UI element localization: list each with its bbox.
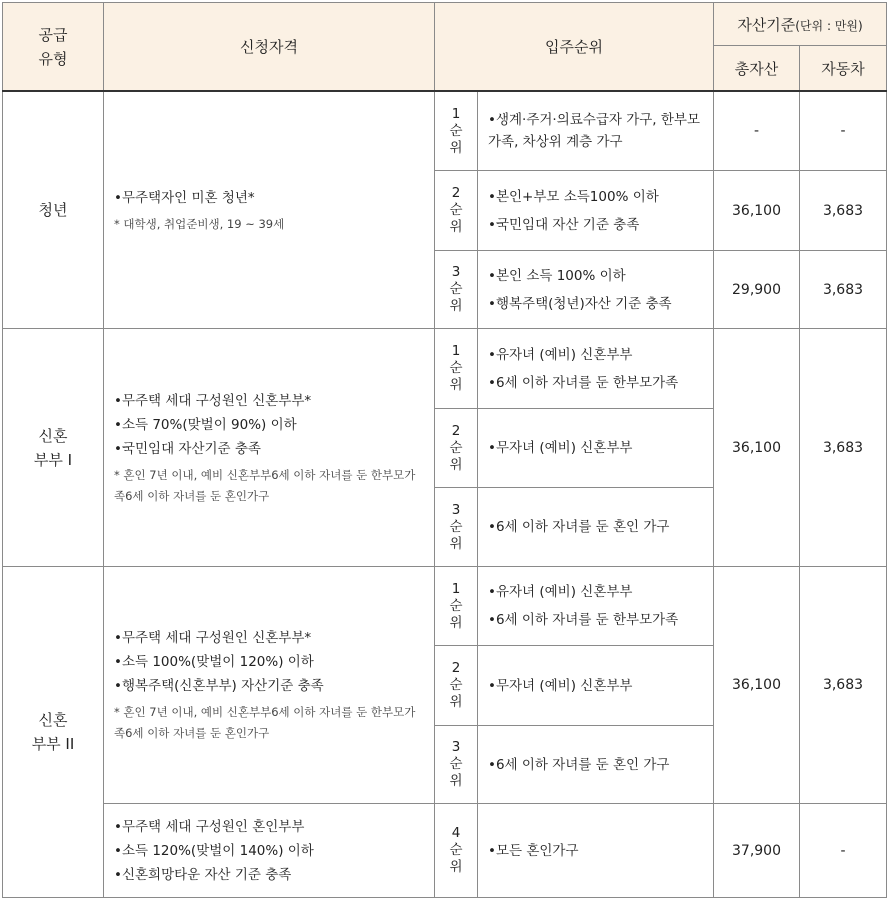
- rank-suffix: 순: [449, 202, 463, 219]
- rank-suffix: 위: [449, 377, 463, 394]
- condition-cell: [478, 91, 714, 171]
- rank-suffix: 순: [449, 842, 463, 859]
- qualification-line: •행복주택(신혼부부) 자산기준 충족: [114, 678, 324, 695]
- condition-cell: [478, 646, 714, 725]
- rank-number: 2: [451, 422, 461, 439]
- rank-number: 1: [451, 580, 461, 597]
- rank-number: 2: [451, 660, 461, 677]
- condition-cell: [478, 725, 714, 803]
- condition-cell: [478, 329, 714, 408]
- qualification-line: •소득 100%(맞벌이 120%) 이하: [114, 654, 314, 671]
- supply-type-line: 부부 I: [33, 450, 73, 469]
- supply-type-line: 신혼: [38, 710, 68, 729]
- condition-line: •행복주택(청년)자산 기준 충족: [488, 295, 672, 312]
- rank-suffix: 위: [449, 298, 463, 315]
- rank-number: 3: [451, 264, 461, 281]
- supply-type-newlywed-1: [3, 329, 104, 566]
- supply-type-newlywed-2: [3, 566, 104, 897]
- qualification-line: •소득 120%(맞벌이 140%) 이하: [114, 842, 314, 859]
- qualification-youth: [104, 91, 435, 329]
- table-row: [3, 329, 887, 408]
- rank-suffix: 위: [449, 694, 463, 711]
- car-value: 3,683: [800, 566, 887, 803]
- header-supply-type-line2: 유형: [38, 49, 68, 68]
- qualification-newlywed-2-extra: [104, 804, 435, 898]
- total-assets-value: 36,100: [714, 566, 800, 803]
- header-supply-type-line1: 공급: [38, 25, 68, 44]
- rank-suffix: 순: [449, 360, 463, 377]
- qualification-line: •신혼희망타운 자산 기준 충족: [114, 866, 292, 883]
- header-qualification: 신청자격: [104, 3, 435, 92]
- rank-cell: [435, 408, 478, 487]
- table-row: [3, 91, 887, 171]
- header-total-assets: 총자산: [714, 46, 800, 92]
- qualification-line: •무주택 세대 구성원인 혼인부부: [114, 818, 305, 835]
- rank-suffix: 순: [449, 756, 463, 773]
- rank-cell: [435, 250, 478, 328]
- condition-line: •무자녀 (예비) 신혼부부: [488, 440, 633, 457]
- asset-criteria-label: 자산기준: [737, 15, 796, 34]
- car-value: 3,683: [800, 171, 887, 250]
- qualification-newlywed-1: [104, 329, 435, 566]
- condition-line: •유자녀 (예비) 신혼부부: [488, 346, 633, 363]
- rank-suffix: 위: [449, 535, 463, 552]
- rank-suffix: 위: [449, 219, 463, 236]
- condition-cell: [478, 171, 714, 250]
- rank-number: 3: [451, 739, 461, 756]
- car-value: -: [800, 804, 887, 898]
- table-row: [3, 566, 887, 645]
- supply-type-line: 부부 II: [31, 734, 75, 753]
- qualification-note: * 혼인 7년 이내, 예비 신혼부부6세 이하 자녀를 둔 한부모가족6세 이하 자녀를 둔 혼인가구: [114, 467, 416, 503]
- condition-line: •생계·주거·의료수급자 가구, 한부모가족, 차상위 계층 가구: [488, 112, 700, 151]
- condition-cell: [478, 250, 714, 328]
- rank-cell: [435, 171, 478, 250]
- supply-type-youth: 청년: [3, 91, 104, 329]
- condition-line: •6세 이하 자녀를 둔 한부모가족: [488, 612, 679, 629]
- condition-cell: [478, 408, 714, 487]
- car-value: -: [800, 91, 887, 171]
- supply-type-line: 신혼: [38, 426, 68, 445]
- condition-line: •6세 이하 자녀를 둔 혼인 가구: [488, 756, 670, 773]
- rank-cell: [435, 329, 478, 408]
- qualification-line: •무주택 세대 구성원인 신혼부부*: [114, 630, 312, 647]
- condition-line: •국민임대 자산 기준 충족: [488, 216, 640, 233]
- rank-suffix: 순: [449, 677, 463, 694]
- header-priority: 입주순위: [435, 3, 714, 92]
- rank-suffix: 위: [449, 773, 463, 790]
- qualification-line: •국민임대 자산기준 충족: [114, 440, 261, 457]
- qualification-line: •소득 70%(맞벌이 90%) 이하: [114, 416, 297, 433]
- condition-line: •유자녀 (예비) 신혼부부: [488, 584, 633, 601]
- housing-supply-table: [2, 2, 887, 898]
- asset-unit-label: (단위 : 만원): [795, 18, 863, 33]
- rank-cell: [435, 488, 478, 566]
- rank-suffix: 위: [449, 614, 463, 631]
- total-assets-value: 29,900: [714, 250, 800, 328]
- car-value: 3,683: [800, 329, 887, 566]
- rank-number: 2: [451, 185, 461, 202]
- condition-line: •본인+부모 소득100% 이하: [488, 188, 659, 205]
- qualification-note: * 혼인 7년 이내, 예비 신혼부부6세 이하 자녀를 둔 한부모가족6세 이하 자녀를 둔 혼인가구: [114, 705, 416, 741]
- rank-cell: [435, 646, 478, 725]
- qualification-newlywed-2: [104, 566, 435, 803]
- rank-suffix: 위: [449, 139, 463, 156]
- rank-cell: [435, 91, 478, 171]
- condition-cell: [478, 804, 714, 898]
- header-asset-criteria: [714, 3, 887, 46]
- rank-number: 3: [451, 501, 461, 518]
- condition-line: •6세 이하 자녀를 둔 혼인 가구: [488, 519, 670, 536]
- qualification-note: * 대학생, 취업준비생, 19 ~ 39세: [114, 216, 285, 231]
- rank-suffix: 순: [449, 439, 463, 456]
- rank-suffix: 순: [449, 122, 463, 139]
- rank-number: 1: [451, 343, 461, 360]
- condition-cell: [478, 566, 714, 645]
- rank-cell: [435, 566, 478, 645]
- total-assets-value: 36,100: [714, 171, 800, 250]
- qualification-line: •무주택자인 미혼 청년*: [114, 189, 255, 206]
- header-supply-type: [3, 3, 104, 92]
- condition-cell: [478, 488, 714, 566]
- condition-line: •무자녀 (예비) 신혼부부: [488, 677, 633, 694]
- car-value: 3,683: [800, 250, 887, 328]
- rank-cell: [435, 725, 478, 803]
- rank-number: 1: [451, 105, 461, 122]
- condition-line: •6세 이하 자녀를 둔 한부모가족: [488, 374, 679, 391]
- condition-line: •모든 혼인가구: [488, 842, 579, 859]
- total-assets-value: -: [714, 91, 800, 171]
- condition-line: •본인 소득 100% 이하: [488, 267, 626, 284]
- rank-suffix: 순: [449, 518, 463, 535]
- rank-suffix: 순: [449, 597, 463, 614]
- rank-number: 4: [451, 825, 461, 842]
- header-car: 자동차: [800, 46, 887, 92]
- table-row: [3, 804, 887, 898]
- total-assets-value: 36,100: [714, 329, 800, 566]
- rank-suffix: 위: [449, 859, 463, 876]
- qualification-line: •무주택 세대 구성원인 신혼부부*: [114, 392, 312, 409]
- total-assets-value: 37,900: [714, 804, 800, 898]
- rank-suffix: 위: [449, 456, 463, 473]
- rank-cell: [435, 804, 478, 898]
- rank-suffix: 순: [449, 281, 463, 298]
